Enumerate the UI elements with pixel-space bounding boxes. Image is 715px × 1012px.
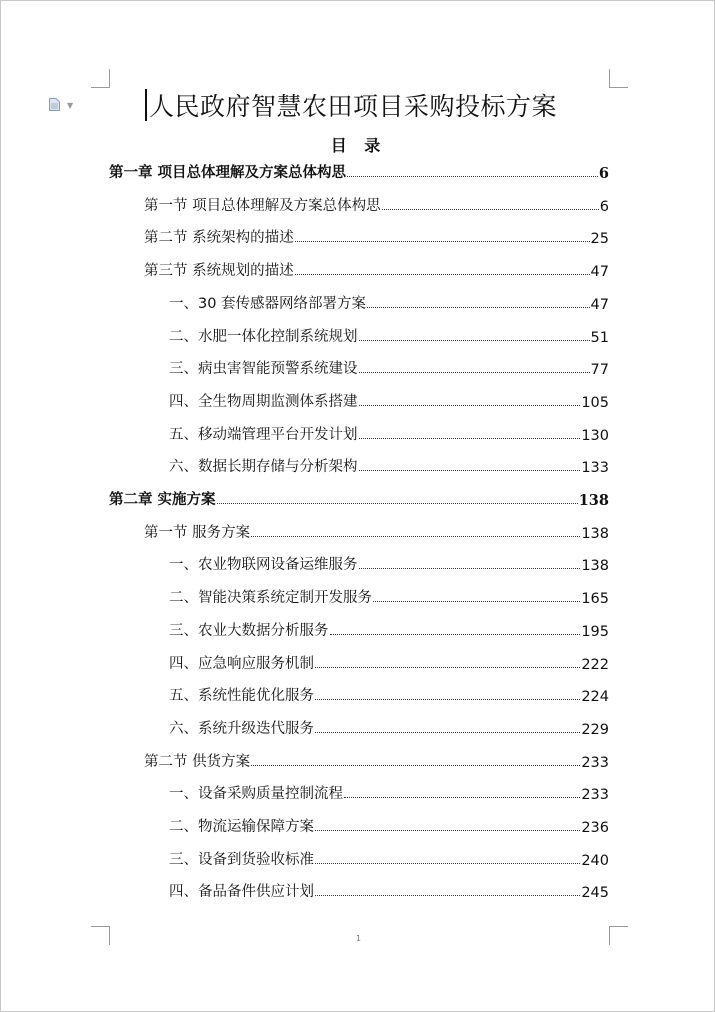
toc-entry-page: 6 (599, 198, 609, 215)
toc-entry-page: 222 (581, 656, 609, 673)
toc-entry-label: 第二章 实施方案 (109, 491, 216, 508)
toc-entry-label: 第一节 服务方案 (144, 524, 251, 541)
toc-entry-label: 第一章 项目总体理解及方案总体构思 (109, 164, 347, 181)
toc-entry[interactable] (144, 223, 609, 247)
toc-entry-label: 第二节 供货方案 (144, 753, 251, 770)
toc-entry[interactable] (169, 322, 609, 346)
toc-entry[interactable] (169, 420, 609, 444)
toc-dot-leader (315, 732, 580, 733)
crop-mark-top-left (91, 69, 110, 88)
toc-entry-page: 165 (581, 591, 609, 608)
toc-entry-page: 133 (581, 460, 609, 477)
toc-entry-label: 第二节 系统架构的描述 (144, 230, 294, 247)
toc-dot-leader (359, 568, 581, 569)
toc-entry[interactable] (169, 583, 609, 607)
toc-dot-leader (367, 307, 589, 308)
toc-entry-label: 一、设备采购质量控制流程 (169, 786, 343, 803)
toc-entry-page: 25 (590, 231, 609, 248)
toc-entry[interactable] (169, 354, 609, 378)
toc-entry-label: 第一节 项目总体理解及方案总体构思 (144, 197, 381, 214)
toc-entry[interactable] (144, 518, 609, 542)
toc-entry-page: 77 (590, 362, 609, 379)
toc-dot-leader (359, 470, 581, 471)
toc-entry[interactable] (169, 387, 609, 411)
toc-dot-leader (251, 765, 580, 766)
toc-entry-label: 四、全生物周期监测体系搭建 (169, 393, 358, 410)
toc-dot-leader (315, 863, 580, 864)
toc-entry-page: 105 (581, 394, 609, 411)
toc-entry[interactable] (169, 616, 609, 640)
toc-entry-label: 二、智能决策系统定制开发服务 (169, 590, 372, 607)
toc-entry-label: 五、移动端管理平台开发计划 (169, 426, 358, 443)
toc-dot-leader (373, 601, 580, 602)
toc-entry-label: 五、系统性能优化服务 (169, 688, 314, 705)
toc-entry-page: 233 (581, 754, 609, 771)
toc-entry[interactable] (169, 649, 609, 673)
toc-dot-leader (330, 634, 581, 635)
toc-dot-leader (359, 405, 581, 406)
toc-dot-leader (251, 536, 580, 537)
toc-dot-leader (315, 830, 580, 831)
toc-entry[interactable] (169, 452, 609, 476)
toc-dot-leader (295, 241, 590, 242)
toc-entry-page: 138 (581, 525, 609, 542)
toc-entry-page: 236 (581, 820, 609, 836)
toc-dot-leader (217, 503, 578, 504)
toc-entry-label: 三、农业大数据分析服务 (169, 622, 329, 639)
toc-dot-leader (347, 176, 598, 177)
page-number: 1 (355, 934, 362, 943)
toc-entry[interactable] (169, 550, 609, 574)
toc-entry-page: 47 (590, 264, 609, 281)
chevron-down-icon[interactable]: ▼ (67, 101, 74, 110)
toc-entry-label: 六、数据长期存储与分析架构 (169, 459, 358, 476)
toc-entry[interactable] (109, 485, 609, 509)
toc-entry-page: 51 (590, 329, 609, 346)
toc-entry[interactable] (169, 877, 609, 901)
toc-entry-label: 二、水肥一体化控制系统规划 (169, 328, 358, 345)
toc-dot-leader (315, 667, 580, 668)
toc-dot-leader (359, 340, 590, 341)
toc-dot-leader (359, 438, 581, 439)
toc-entry-page: 138 (581, 558, 609, 575)
toc-entry-page: 233 (581, 787, 609, 804)
toc-entry-page: 229 (581, 721, 609, 738)
toc-dot-leader (295, 274, 590, 275)
toc-entry-page: 6 (598, 165, 609, 182)
toc-entry-label: 三、病虫害智能预警系统建设 (169, 361, 358, 378)
toc-dot-leader (359, 372, 590, 373)
text-cursor (145, 89, 147, 121)
toc-entry[interactable] (169, 681, 609, 705)
toc-entry-page: 240 (581, 852, 609, 869)
toc-entry-label: 一、30 套传感器网络部署方案 (169, 295, 367, 312)
toc-dot-leader (315, 895, 580, 896)
toc-dot-leader (315, 699, 580, 700)
toc-entry-label: 一、农业物联网设备运维服务 (169, 557, 358, 574)
toc-entry-page: 195 (581, 623, 609, 640)
toc-dot-leader (382, 209, 599, 210)
toc-entry[interactable] (169, 845, 609, 869)
toc-entry[interactable] (144, 747, 609, 771)
toc-entry-label: 四、应急响应服务机制 (169, 655, 314, 672)
document-icon[interactable] (49, 98, 60, 111)
toc-heading[interactable]: 目 录 (330, 136, 387, 155)
toc-entry[interactable] (169, 779, 609, 803)
toc-dot-leader (344, 797, 580, 798)
toc-entry-label: 四、备品备件供应计划 (169, 884, 314, 901)
toc-entry[interactable] (109, 158, 609, 182)
crop-mark-top-right (609, 69, 628, 88)
toc-entry[interactable] (169, 812, 609, 836)
toc-entry[interactable] (144, 191, 609, 215)
toc-entry-page: 138 (578, 492, 609, 509)
toc-entry[interactable] (169, 289, 609, 313)
toc-entry[interactable] (169, 714, 609, 738)
toc-entry-label: 三、设备到货验收标准 (169, 851, 314, 868)
toc-entry-page: 224 (581, 689, 609, 706)
toc-entry-page: 130 (581, 427, 609, 444)
toc-entry-page: 245 (581, 885, 609, 902)
document-title[interactable]: 人民政府智慧农田项目采购投标方案 (149, 92, 558, 121)
toc-entry-label: 第三节 系统规划的描述 (144, 263, 294, 280)
toc-entry-label: 六、系统升级迭代服务 (169, 720, 314, 737)
toc-entry[interactable] (144, 256, 609, 280)
toc-entry-page: 47 (590, 296, 609, 313)
toc-entry-label: 二、物流运输保障方案 (169, 819, 314, 835)
